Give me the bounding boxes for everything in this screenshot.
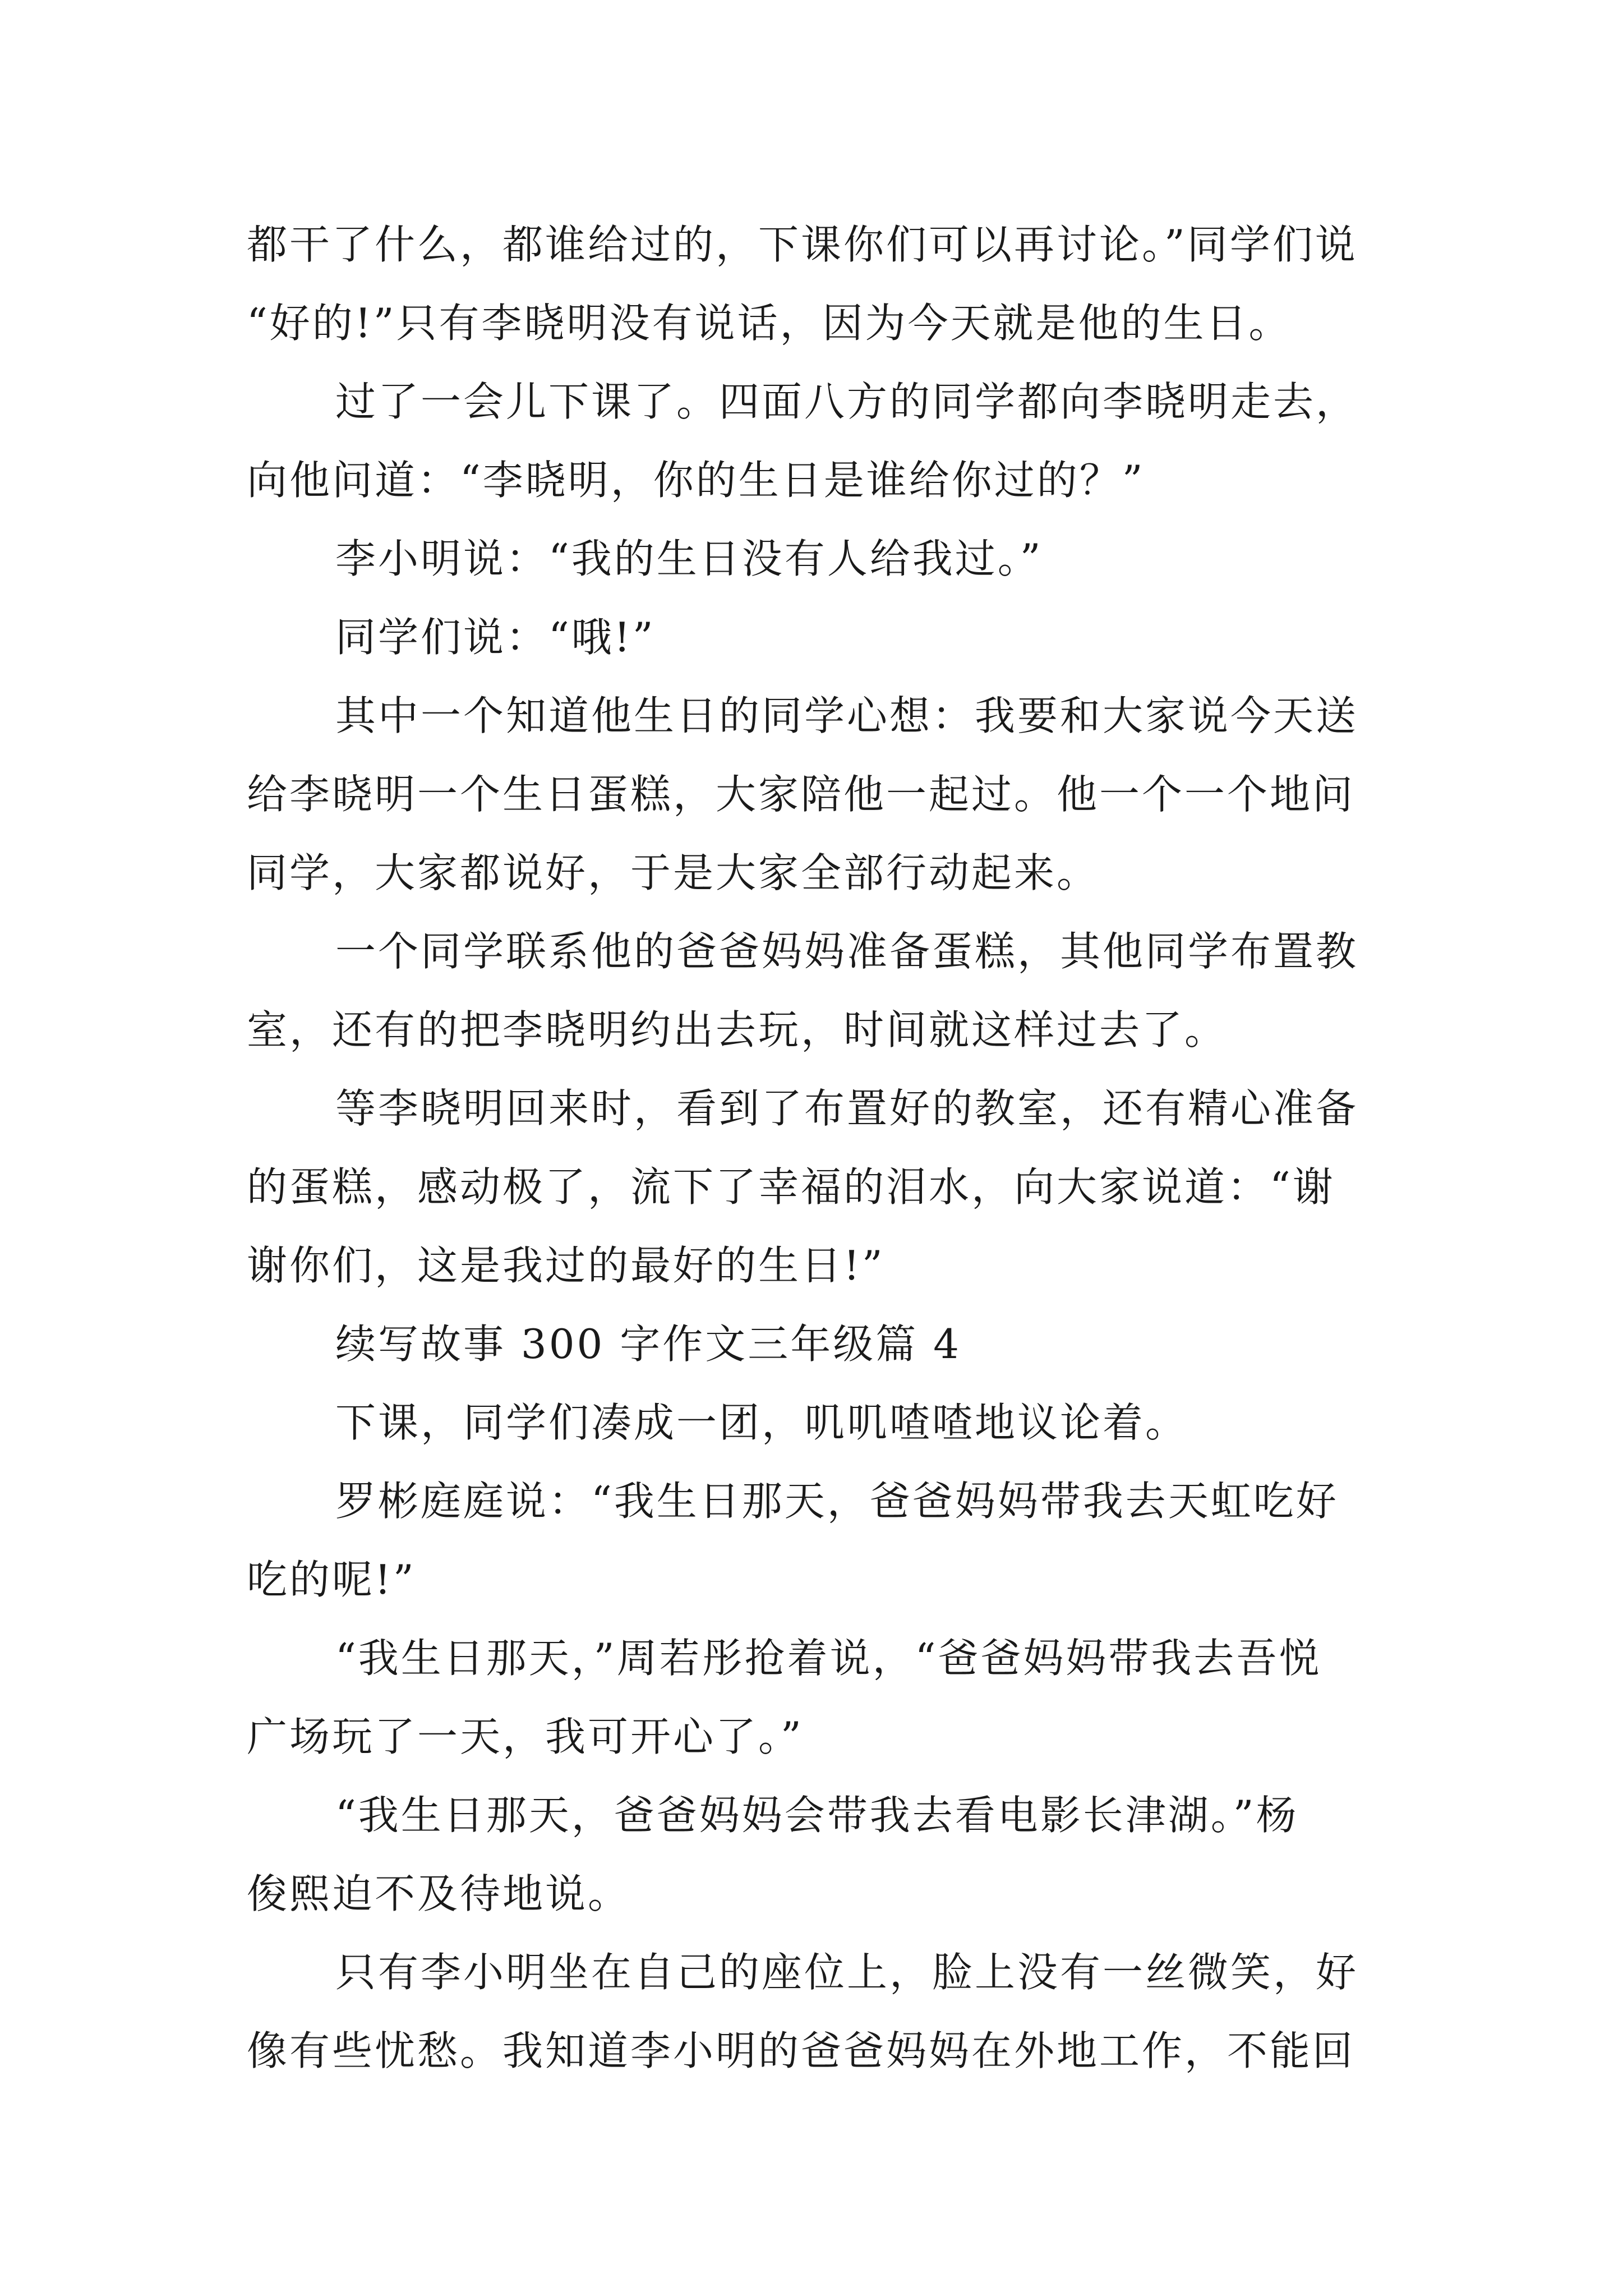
text-line: 室，还有的把李晓明约出去玩，时间就这样过去了。 bbox=[247, 1006, 1228, 1053]
text-line: 的蛋糕，感动极了，流下了幸福的泪水，向大家说道：“谢 bbox=[247, 1163, 1335, 1211]
text-line: 给李晓明一个生日蛋糕，大家陪他一起过。他一个一个地问 bbox=[247, 771, 1355, 818]
text-line: 罗彬庭庭说：“我生日那天，爸爸妈妈带我去天虹吃好 bbox=[335, 1478, 1339, 1525]
text-line: “我生日那天，爸爸妈妈会带我去看电影长津湖。”杨 bbox=[335, 1792, 1299, 1839]
text-line: 向他问道：“李晓明，你的生日是谁给你过的？” bbox=[247, 457, 1145, 504]
text-line: 同学们说：“哦!” bbox=[335, 614, 656, 661]
text-line: 等李晓明回来时，看到了布置好的教室，还有精心准备 bbox=[335, 1085, 1359, 1132]
text-line: 过了一会儿下课了。四面八方的同学都向李晓明走去， bbox=[335, 378, 1359, 425]
text-line: 一个同学联系他的爸爸妈妈准备蛋糕，其他同学布置教 bbox=[335, 928, 1359, 975]
text-line: 谢你们，这是我过的最好的生日!” bbox=[247, 1242, 885, 1289]
text-line: 其中一个知道他生日的同学心想：我要和大家说今天送 bbox=[335, 692, 1359, 739]
text-line: 只有李小明坐在自己的座位上，脸上没有一丝微笑，好 bbox=[335, 1949, 1359, 1996]
text-line: 同学，大家都说好，于是大家全部行动起来。 bbox=[247, 849, 1100, 896]
text-line: 俊熙迫不及待地说。 bbox=[247, 1870, 631, 1917]
text-line: 广场玩了一天，我可开心了。” bbox=[247, 1713, 804, 1760]
text-line: 李小明说：“我的生日没有人给我过。” bbox=[335, 535, 1043, 582]
text-line: “我生日那天，”周若彤抢着说，“爸爸妈妈带我去吾悦 bbox=[335, 1635, 1322, 1682]
text-line: “好的!”只有李晓明没有说话，因为今天就是他的生日。 bbox=[247, 300, 1292, 347]
text-line: 都干了什么，都谁给过的，下课你们可以再讨论。”同学们说 bbox=[247, 221, 1358, 268]
text-line: 像有些忧愁。我知道李小明的爸爸妈妈在外地工作，不能回 bbox=[247, 2027, 1355, 2074]
text-line: 下课，同学们凑成一团，叽叽喳喳地议论着。 bbox=[335, 1399, 1188, 1446]
text-line: 吃的呢!” bbox=[247, 1556, 416, 1603]
section-heading: 续写故事 300 字作文三年级篇 4 bbox=[335, 1320, 961, 1368]
